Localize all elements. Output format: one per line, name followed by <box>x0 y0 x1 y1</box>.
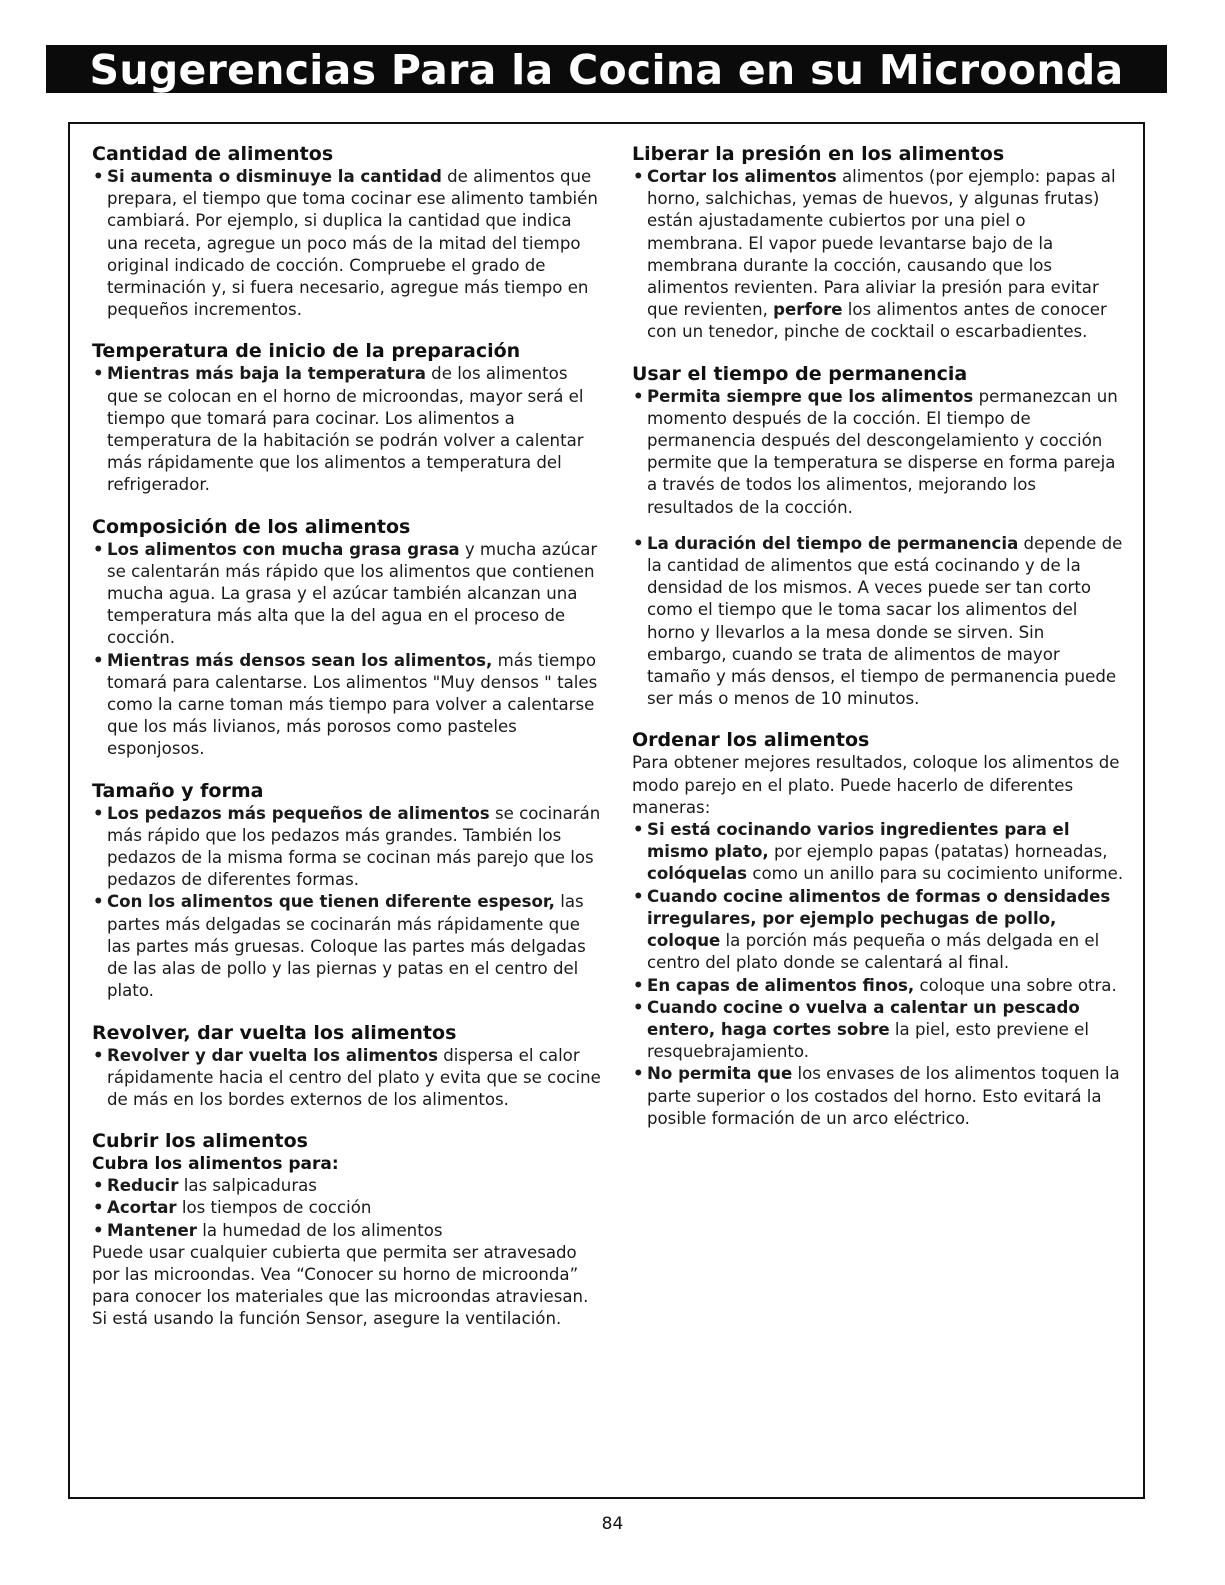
right-column <box>632 142 1124 1148</box>
section-paragraph: Para obtener mejores resultados, coloque los alimentos de modo parejo en el plato. Puede hacerlo de diferentes maneras: <box>632 753 1120 817</box>
bullet-bold: No permita que <box>647 1064 793 1084</box>
bullet-item <box>92 803 602 892</box>
bullet-text: la humedad de los alimentos <box>196 1220 443 1240</box>
section-paragraph: Puede usar cualquier cubierta que permita ser atravesado por las microondas. Vea “Conocer su horno de microonda” para conocer los materiales que las microondas atraviesan. Si está usando la función Sensor, asegure la ventilación. <box>92 1242 589 1329</box>
bullet-bold: colóquelas <box>647 864 748 884</box>
bullet-text: y mucha azúcar se calentarán más rápido que los alimentos que contienen mucha agua. La grasa y el azúcar también alcanzan una temperatura más alta que la del agua en el proceso de cocción. <box>107 539 598 648</box>
section-heading: Usar el tiempo de permanencia <box>632 362 968 385</box>
bullet-bold: Los alimentos con mucha grasa grasa <box>107 539 460 559</box>
bullet-text: los envases de los alimentos toquen la parte superior o los costados del horno. Esto evitará la posible formación de un arco eléctrico. <box>647 1064 1120 1128</box>
bullet-item <box>632 886 1124 975</box>
section-temperatura <box>92 339 602 496</box>
bullet-bold: La duración del tiempo de permanencia <box>647 533 1019 553</box>
bullet-bold: Los pedazos más pequeños de alimentos <box>107 803 490 823</box>
bullet-item <box>632 997 1124 1064</box>
bullet-text: permanezcan un momento después de la cocción. El tiempo de permanencia después del descongelamiento y cocción permite que la temperatura se disperse en forma pareja a través de todos los alimentos, mejorando los resultados de la cocción. <box>647 386 1118 517</box>
section-heading: Cantidad de alimentos <box>92 143 334 165</box>
bullet-text: como un anillo para su cocimiento uniforme. <box>747 864 1124 884</box>
bullet-text: los alimentos antes de conocer con un tenedor, pinche de cocktail o escarbadientes. <box>647 300 1107 342</box>
bullet-item <box>92 1220 602 1242</box>
bullet-text: por ejemplo papas (patatas) horneadas, <box>768 842 1108 862</box>
section-usar <box>632 362 1124 711</box>
bullet-text: se cocinarán más rápido que los pedazos más grandes. También los pedazos de la misma forma se cocinan más parejo que los pedazos de diferentes formas. <box>107 803 601 890</box>
bullet-text: de los alimentos que se colocan en el horno de microondas, mayor será el tiempo que tomará para cocinar. Los alimentos a temperatura de la habitación se podrán volver a calentar más rápidamente que los alimentos a temperatura del refrigerador. <box>107 364 584 495</box>
bullet-item <box>632 975 1124 997</box>
bullet-item <box>92 1197 602 1219</box>
bullet-item <box>92 539 602 650</box>
section-liberar <box>632 142 1124 344</box>
section-heading: Cubrir los alimentos <box>92 1130 308 1153</box>
bullet-bold: Reducir <box>107 1176 179 1196</box>
bullet-text: las salpicaduras <box>178 1176 317 1196</box>
bullet-item <box>92 650 602 761</box>
bullet-text: dispersa el calor rápidamente hacia el centro del plato y evita que se cocine de más en los bordes externos de los alimentos. <box>107 1045 601 1109</box>
bullet-bold: Cortar los alimentos <box>647 167 837 186</box>
bullet-bold: En capas de alimentos finos, <box>647 975 915 995</box>
bullet-item <box>92 1175 602 1197</box>
section-heading: Composición de los alimentos <box>92 515 411 538</box>
bullet-bold: Acortar <box>107 1198 177 1218</box>
bullet-bold: Cuando cocine alimentos de formas o densidades irregulares, por ejemplo pechugas de pollo, coloque <box>647 886 1111 951</box>
bullet-bold: Si está cocinando varios ingredientes para el mismo plato, <box>647 820 1070 862</box>
bullet-item <box>632 533 1124 711</box>
bullet-bold: Mientras más baja la temperatura <box>107 364 426 384</box>
bullet-item <box>92 166 602 321</box>
bullet-item <box>92 891 602 1002</box>
bullet-text: de alimentos que prepara, el tiempo que toma cocinar ese alimento también cambiará. Por ejemplo, si duplica la cantidad que indica una receta, agregue un poco más de la mitad del tiempo original indicado de cocción. Compruebe el grado de terminación y, si fuera necesario, agregue más tiempo en pequeños incrementos. <box>107 167 598 320</box>
page-number: 84 <box>601 1514 624 1534</box>
section-heading: Ordenar los alimentos <box>632 729 870 752</box>
section-heading: Temperatura de inicio de la preparación <box>92 340 521 363</box>
bullet-bold: Mantener <box>107 1220 197 1240</box>
bullet-item <box>632 1063 1124 1130</box>
bullet-item <box>92 1045 602 1112</box>
section-revolver <box>92 1021 602 1112</box>
section-cantidad <box>92 142 602 321</box>
left-column <box>92 142 602 1349</box>
bullet-text: la porción más pequeña o más delgada en el centro del plato donde se calentará al final. <box>647 931 1100 973</box>
bullet-text: las partes más delgadas se cocinarán más rápidamente que las partes más gruesas. Coloque las partes más delgadas de las alas de pollo y las piernas y patas en el centro del plato. <box>107 892 586 1001</box>
bullet-text: coloque una sobre otra. <box>914 975 1117 995</box>
bullet-item <box>632 819 1124 886</box>
bullet-bold: Con los alimentos que tienen diferente espesor, <box>107 892 555 912</box>
section-heading: Revolver, dar vuelta los alimentos <box>92 1021 457 1044</box>
bullet-bold: Mientras más densos sean los alimentos, <box>107 650 493 670</box>
bullet-text: los tiempos de cocción <box>176 1198 372 1218</box>
bullet-bold: Cuando cocine o vuelva a calentar un pescado entero, haga cortes sobre <box>647 997 1080 1039</box>
bullet-text: la piel, esto previene el resquebrajamiento. <box>647 1019 1089 1062</box>
page-title: Sugerencias Para la Cocina en su Microonda <box>46 45 1167 93</box>
bullet-item <box>632 166 1124 344</box>
bullet-text: más tiempo tomará para calentarse. Los alimentos "Muy densos " tales como la carne toman más tiempo para volver a calentarse que los más livianos, más porosos como pasteles esponjosos. <box>107 650 598 759</box>
bullet-bold: Si aumenta o disminuye la cantidad <box>107 167 442 186</box>
section-cubrir <box>92 1129 602 1330</box>
section-tamano <box>92 779 602 1003</box>
bullet-bold: perfore <box>773 300 843 320</box>
bullet-bold: Revolver y dar vuelta los alimentos <box>107 1045 438 1065</box>
section-heading: Liberar la presión en los alimentos <box>632 143 1005 165</box>
bullet-text: depende de la cantidad de alimentos que está cocinando y de la densidad de los mismos. A veces puede ser tan corto como el tiempo que le toma sacar los alimentos del horno y llevarlos a la mesa donde se sirven. Sin embargo, cuando se trata de alimentos de mayor tamaño y más densos, el tiempo de permanencia puede ser más o menos de 10 minutos. <box>647 533 1123 709</box>
bullet-item <box>632 386 1124 519</box>
section-composicion <box>92 515 602 761</box>
bullet-bold: Permita siempre que los alimentos <box>647 386 974 406</box>
section-subheading: Cubra los alimentos para: <box>92 1154 339 1175</box>
section-heading: Tamaño y forma <box>92 779 264 802</box>
bullet-text: alimentos (por ejemplo: papas al horno, salchichas, yemas de huevos, y algunas frutas) están ajustadamente cubiertos por una piel o membrana. El vapor puede levantarse bajo de la membrana durante la cocción, causando que los alimentos revienten. Para aliviar la presión para evitar que revienten, <box>647 167 1116 320</box>
bullet-item <box>92 363 602 496</box>
section-ordenar <box>632 728 1124 1129</box>
